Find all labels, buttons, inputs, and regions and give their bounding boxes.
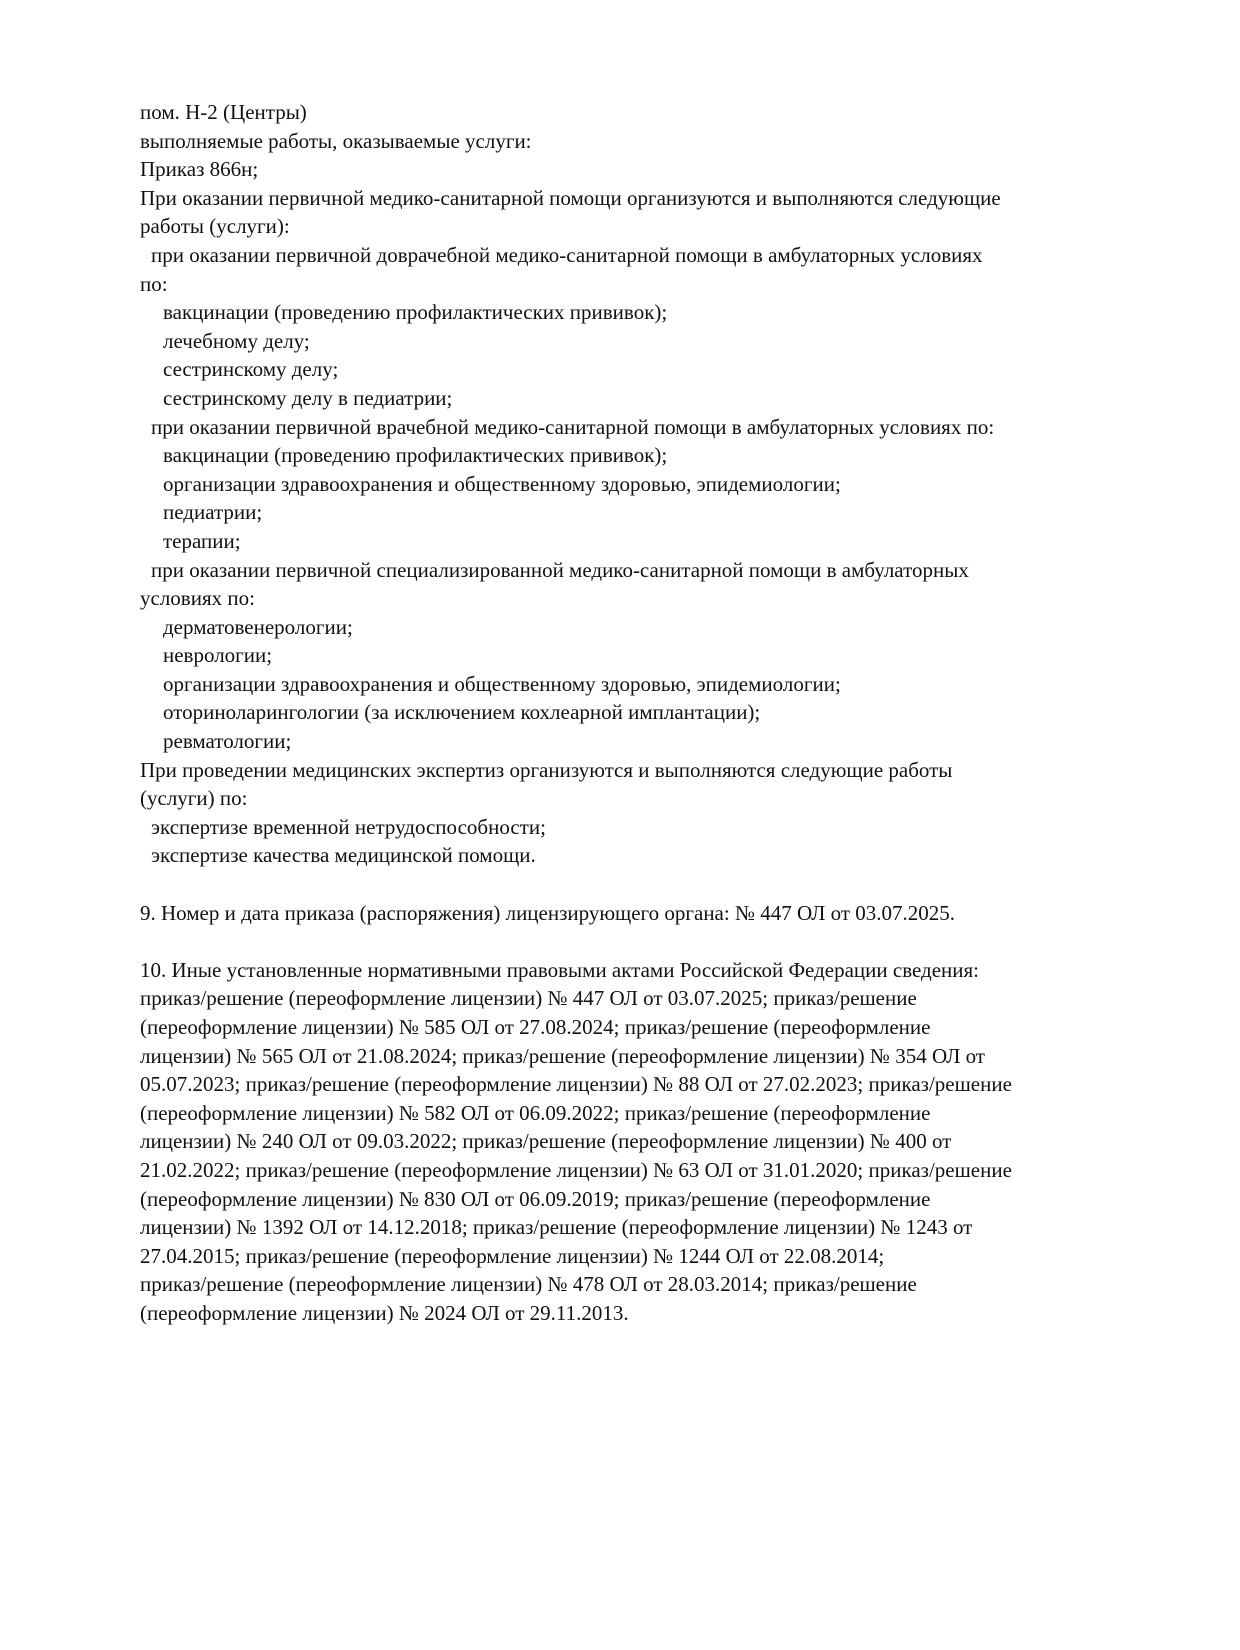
text-line: 27.04.2015; приказ/решение (переоформление лицензии) № 1244 ОЛ от 22.08.2014; bbox=[140, 1243, 885, 1268]
text-line: (переоформление лицензии) № 582 ОЛ от 06.09.2022; приказ/решение (переоформление bbox=[140, 1100, 931, 1125]
text-line: 21.02.2022; приказ/решение (переоформление лицензии) № 63 ОЛ от 31.01.2020; приказ/решение bbox=[140, 1157, 1012, 1182]
license-order-section bbox=[140, 899, 1012, 928]
text-line: сестринскому делу в педиатрии; bbox=[163, 385, 453, 410]
text-line: (переоформление лицензии) № 2024 ОЛ от 29.11.2013. bbox=[140, 1300, 629, 1325]
text-line: при оказании первичной врачебной медико-санитарной помощи в амбулаторных условиях по: bbox=[151, 414, 995, 439]
paragraph-gap bbox=[140, 870, 1012, 899]
text-line: При проведении медицинских экспертиз организуются и выполняются следующие работы bbox=[140, 757, 953, 782]
text-line: неврологии; bbox=[163, 643, 273, 668]
text-line: экспертизе временной нетрудоспособности; bbox=[151, 814, 546, 839]
text-line: лицензии) № 1392 ОЛ от 14.12.2018; приказ/решение (переоформление лицензии) № 1243 от bbox=[140, 1215, 973, 1240]
text-line: оториноларингологии (за исключением кохлеарной имплантации); bbox=[163, 700, 761, 725]
text-line: терапии; bbox=[163, 528, 241, 553]
text-line: организации здравоохранения и общественному здоровью, эпидемиологии; bbox=[163, 471, 841, 496]
text-line: экспертизе качества медицинской помощи. bbox=[151, 843, 536, 868]
text-line: (переоформление лицензии) № 830 ОЛ от 06.09.2019; приказ/решение (переоформление bbox=[140, 1186, 931, 1211]
paragraph-gap bbox=[140, 927, 1012, 956]
text-line: ревматологии; bbox=[163, 729, 292, 754]
text-line: при оказании первичной специализированной медико-санитарной помощи в амбулаторных bbox=[151, 557, 969, 582]
text-line: При оказании первичной медико-санитарной помощи организуются и выполняются следующие bbox=[140, 185, 1001, 210]
text-line: педиатрии; bbox=[163, 500, 263, 525]
text-line: (услуги) по: bbox=[140, 786, 248, 811]
text-line: 9. Номер и дата приказа (распоряжения) лицензирующего органа: № 447 ОЛ от 03.07.2025. bbox=[140, 900, 956, 925]
text-line: вакцинации (проведению профилактических прививок); bbox=[163, 443, 668, 468]
text-line: 05.07.2023; приказ/решение (переоформление лицензии) № 88 ОЛ от 27.02.2023; приказ/решение bbox=[140, 1072, 1012, 1097]
text-line: работы (услуги): bbox=[140, 214, 290, 239]
text-line: лицензии) № 565 ОЛ от 21.08.2024; приказ/решение (переоформление лицензии) № 354 ОЛ от bbox=[140, 1043, 985, 1068]
text-line: приказ/решение (переоформление лицензии) № 478 ОЛ от 28.03.2014; приказ/решение bbox=[140, 1272, 917, 1297]
text-line: организации здравоохранения и общественному здоровью, эпидемиологии; bbox=[163, 671, 841, 696]
text-line: (переоформление лицензии) № 585 ОЛ от 27.08.2024; приказ/решение (переоформление bbox=[140, 1015, 931, 1039]
text-line: дерматовенерологии; bbox=[163, 614, 353, 639]
text-line: 10. Иные установленные нормативными правовыми актами Российской Федерации сведения: bbox=[140, 957, 980, 982]
text-line: пом. Н-2 (Центры) bbox=[140, 100, 307, 124]
other-info-section bbox=[140, 956, 1012, 1328]
text-line: лечебному делу; bbox=[163, 328, 310, 353]
text-line: выполняемые работы, оказываемые услуги: bbox=[140, 128, 532, 153]
text-line: приказ/решение (переоформление лицензии) № 447 ОЛ от 03.07.2025; приказ/решение bbox=[140, 986, 917, 1011]
document-page bbox=[140, 98, 1012, 1328]
text-line: по: bbox=[140, 271, 168, 296]
text-line: сестринскому делу; bbox=[163, 357, 339, 382]
text-line: Приказ 866н; bbox=[140, 157, 259, 182]
text-line: при оказании первичной доврачебной медико-санитарной помощи в амбулаторных условиях bbox=[151, 242, 983, 267]
text-line: условиях по: bbox=[140, 586, 255, 611]
licensed-activities-section bbox=[140, 98, 1012, 870]
text-line: лицензии) № 240 ОЛ от 09.03.2022; приказ/решение (переоформление лицензии) № 400 от bbox=[140, 1129, 952, 1154]
text-line: вакцинации (проведению профилактических прививок); bbox=[163, 300, 668, 325]
